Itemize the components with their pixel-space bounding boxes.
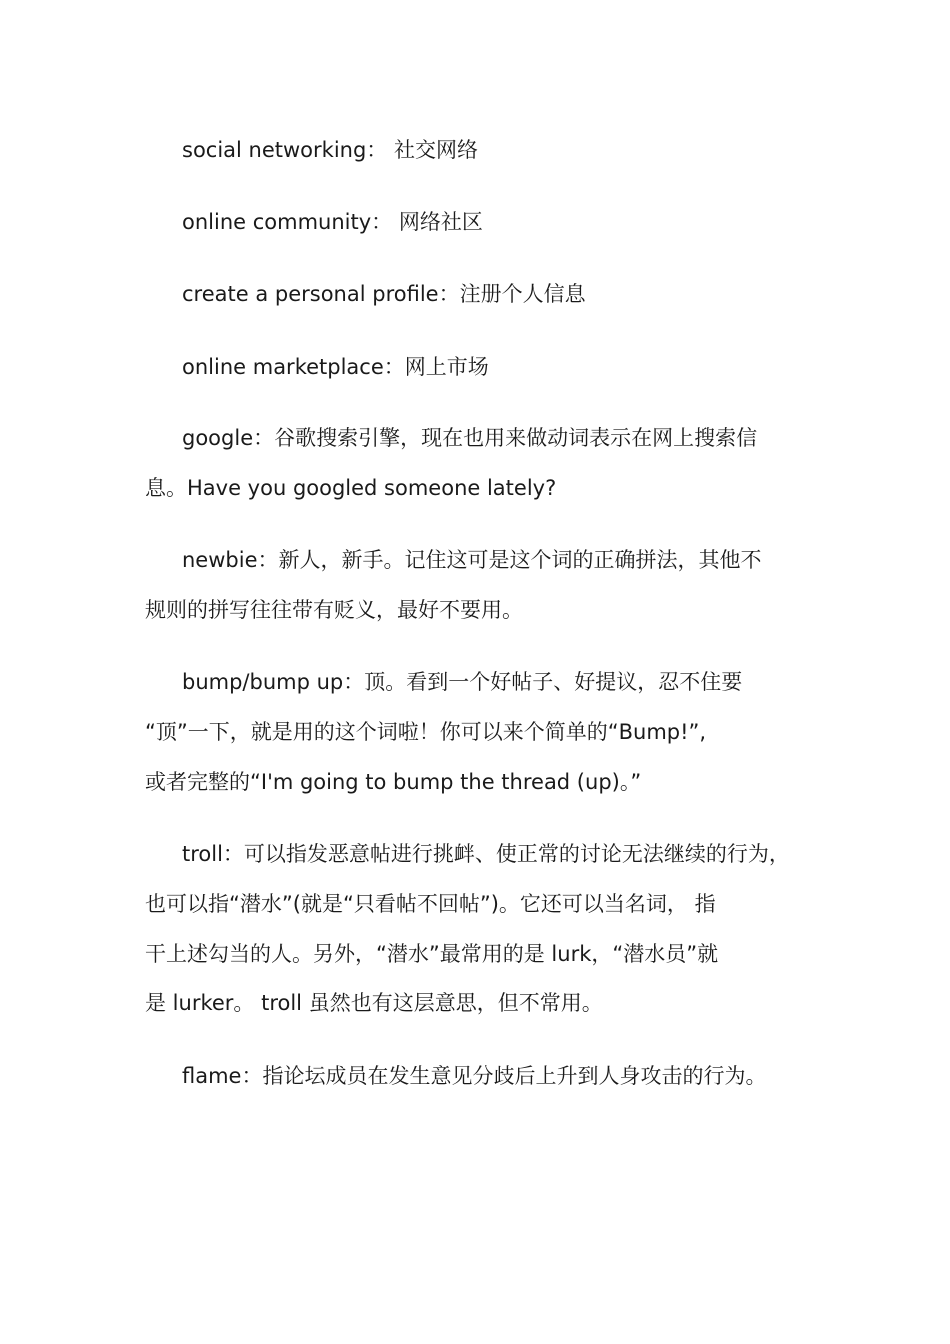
entry-troll-line-3: 干上述勾当的人。另外，“潜水”最常用的是 lurk，“潜水员”就 xyxy=(145,942,719,966)
entry-troll-line-4: 是 lurker。 troll 虽然也有这层意思，但不常用。 xyxy=(145,991,603,1015)
entry-newbie-line-2: 规则的拼写往往带有贬义，最好不要用。 xyxy=(145,598,523,622)
entry-online-community: online community： 网络社区 xyxy=(182,210,483,234)
entry-bump-line-1: bump/bump up：顶。看到一个好帖子、好提议，忍不住要 xyxy=(182,670,743,694)
entry-bump-line-3: 或者完整的“I'm going to bump the thread (up)。” xyxy=(145,770,642,794)
entry-online-marketplace: online marketplace：网上市场 xyxy=(182,355,489,379)
entry-google-line-2: 息。Have you googled someone lately? xyxy=(145,476,557,500)
entry-social-networking: social networking： 社交网络 xyxy=(182,138,478,162)
entry-google-line-1: google：谷歌搜索引擎，现在也用来做动词表示在网上搜索信 xyxy=(182,426,758,450)
entry-flame: flame：指论坛成员在发生意见分歧后上升到人身攻击的行为。 xyxy=(182,1064,767,1088)
entry-troll-line-2: 也可以指“潜水”(就是“只看帖不回帖”)。它还可以当名词， 指 xyxy=(145,892,716,916)
entry-bump-line-2: “顶”一下，就是用的这个词啦！你可以来个简单的“Bump!”, xyxy=(145,720,707,744)
entry-personal-profile: create a personal profile：注册个人信息 xyxy=(182,282,586,306)
entry-troll-line-1: troll：可以指发恶意帖进行挑衅、使正常的讨论无法继续的行为， xyxy=(182,842,790,866)
entry-newbie-line-1: newbie：新人，新手。记住这可是这个词的正确拼法，其他不 xyxy=(182,548,762,572)
